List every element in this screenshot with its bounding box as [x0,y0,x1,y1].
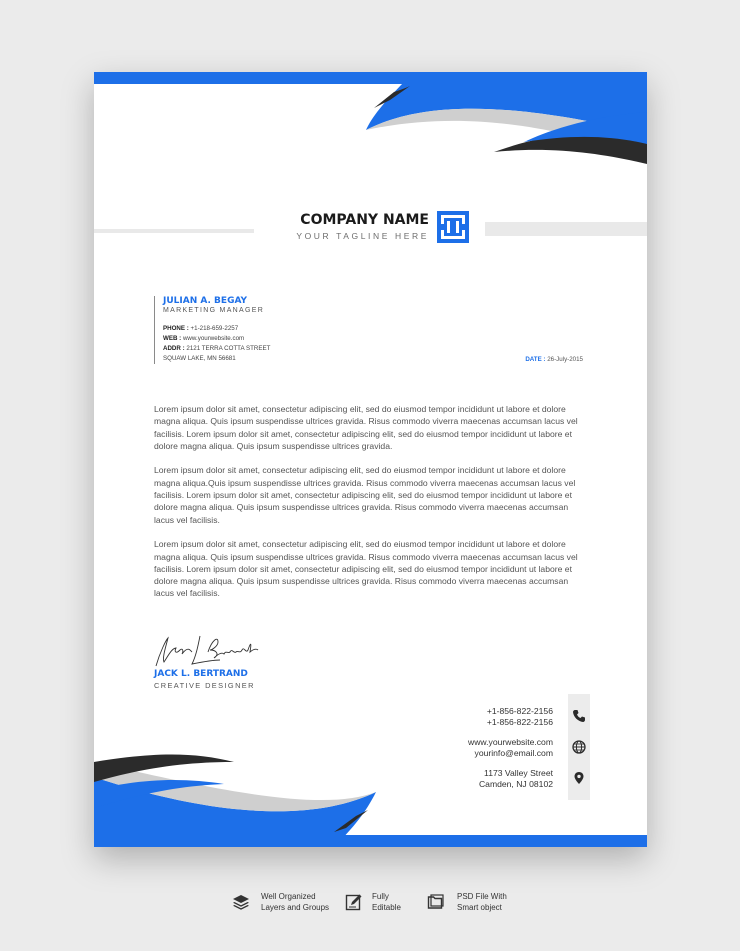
header-rule-left [94,229,254,233]
feature-line2: Editable [372,902,401,912]
signer-title: CREATIVE DESIGNER [154,681,255,690]
footer-contact [468,706,553,799]
company-tagline: YOUR TAGLINE HERE [296,231,429,241]
letter-body [154,403,587,612]
header-rule-right [485,222,647,236]
contact-email: yourinfo@email.com [474,747,553,758]
phone-icon [572,709,586,723]
company-name: COMPANY NAME [300,212,429,228]
layers-icon [232,893,250,911]
date-label: DATE : [525,356,546,363]
contact-website: www.yourwebsite.com [467,737,553,747]
feature-label [372,892,401,913]
company-logo-icon [437,211,469,243]
feature-line1: Well Organized [261,892,316,901]
sender-phone-label: PHONE : [163,325,189,332]
sender-title: MARKETING MANAGER [163,307,265,314]
folder-icon [427,893,445,911]
sender-contact-info [163,324,270,364]
sender-name: JULIAN A. BEGAY [163,296,248,306]
sender-addr-row [163,344,270,354]
body-paragraph: Lorem ipsum dolor sit amet, consectetur adipiscing elit, sed do eiusmod tempor incididunt ut labore et dolore magna aliqua.Quis ipsum suspendisse ultrices gravida. Risus commodo viverra maecenas accumsan lacus vel facilisis. Lorem ipsum dolor sit amet, consectetur adipiscing elit, sed do eiusmod tempor incididunt ut labore et dolore magna aliqua. Quis ipsum suspendisse ultrices gravida. Risus commodo viverra maecenas accumsan lacus vel facilisis. [154,465,576,525]
signer-name: JACK L. BERTRAND [154,669,248,679]
sender-phone-row [163,324,270,334]
contact-address [468,768,553,799]
date-value: 26-July-2015 [547,356,583,363]
contact-street: 1173 Valley Street [484,768,553,778]
sender-block [154,296,270,364]
feature-line1: Fully [372,892,389,901]
contact-phone-1: +1-856-822-2156 [486,706,553,716]
feature-line1: PSD File With [457,892,507,901]
letter-date [525,356,583,363]
contact-city: Camden, NJ 08102 [478,778,553,789]
sender-addr-line1: 2121 TERRA COTTA STREET [186,345,271,352]
feature-list [232,891,532,917]
feature-line2: Layers and Groups [261,902,330,912]
body-paragraph: Lorem ipsum dolor sit amet, consectetur adipiscing elit, sed do eiusmod tempor incididunt ut labore et dolore magna aliqua. Quis ipsum suspendisse ultrices gravida. Risus commodo viverra maecenas accumsan lacus vel facilisis. Lorem ipsum dolor sit amet, consectetur adipiscing elit, sed do eiusmod tempor incididunt ut labore et dolore magna aliqua. Quis ipsum suspendisse ultrices gravida. [154,404,578,451]
sender-phone: +1-218-659-2257 [190,325,239,332]
edit-icon [345,893,363,911]
sender-addr-label: ADDR : [163,345,185,352]
letterhead-page [94,72,647,847]
sender-web-row [163,334,270,344]
sender-web-label: WEB : [163,335,182,342]
feature-label [457,892,507,913]
sender-addr-line2: SQUAW LAKE, MN 56681 [163,355,236,362]
handwritten-signature [152,632,262,672]
sender-web: www.yourwebsite.com [182,335,245,342]
feature-line2: Smart object [457,902,502,912]
contact-phone-2: +1-856-822-2156 [486,716,553,727]
contact-online [468,737,553,768]
body-paragraph: Lorem ipsum dolor sit amet, consectetur adipiscing elit, sed do eiusmod tempor incididunt ut labore et dolore magna aliqua. Quis ipsum suspendisse ultrices gravida. Risus commodo viverra maecenas accumsan lacus vel facilisis. Lorem ipsum dolor sit amet, consectetur adipiscing elit, sed do eiusmod tempor incididunt ut labore et dolore magna aliqua. Quis ipsum suspendisse ultrices gravida. Risus commodo viverra maecenas accumsan lacus vel facilisis. [154,539,578,599]
globe-icon [572,740,586,754]
company-block [269,212,429,241]
feature-label [261,892,329,913]
contact-phones [468,706,553,737]
location-pin-icon [572,771,586,785]
